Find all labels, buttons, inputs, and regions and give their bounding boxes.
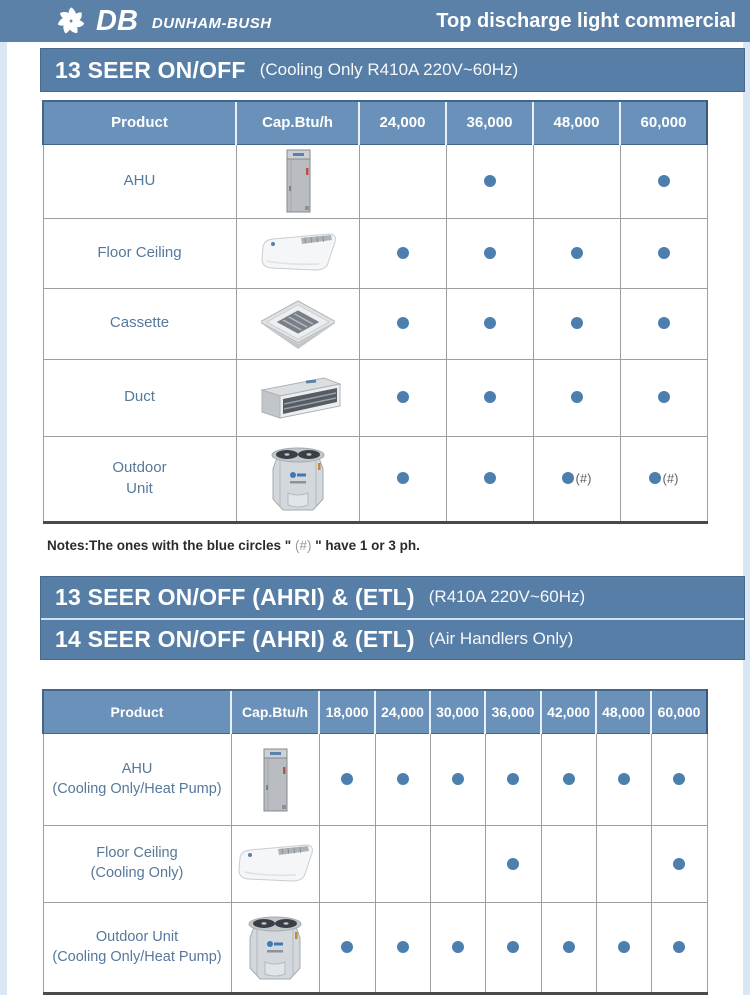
availability-cell — [541, 734, 596, 826]
table-row — [43, 288, 707, 359]
outdoor-unit-image — [243, 912, 307, 984]
availability-cell — [375, 734, 430, 826]
product-image-cell — [236, 288, 359, 359]
availability-dot-icon — [484, 247, 496, 259]
ahu-unit-image — [256, 747, 294, 813]
column-header: 48,000 — [596, 690, 651, 734]
availability-dot-icon — [571, 317, 583, 329]
table-row — [43, 144, 707, 218]
product-image-cell — [231, 734, 319, 826]
availability-dot-icon — [673, 773, 685, 785]
availability-cell — [620, 359, 707, 436]
product-image-cell — [236, 144, 359, 218]
banner-title: 13 SEER ON/OFF (AHRI) & (ETL) — [55, 583, 415, 610]
availability-cell — [485, 734, 541, 826]
availability-dot-icon — [658, 175, 670, 187]
product-name-line: (Cooling Only/Heat Pump) — [52, 948, 222, 965]
product-name-line: (Cooling Only/Heat Pump) — [52, 780, 222, 797]
product-name-line: Cassette — [109, 314, 170, 332]
column-header: 24,000 — [375, 690, 430, 734]
column-header: Product — [43, 101, 236, 144]
product-image-cell — [231, 826, 319, 903]
availability-dot-icon — [484, 391, 496, 403]
product-name-cell — [43, 903, 231, 994]
availability-cell — [620, 288, 707, 359]
availability-dot-icon — [397, 472, 409, 484]
page-edge-left — [0, 0, 7, 995]
availability-cell — [541, 903, 596, 994]
product-name-line: AHU — [123, 171, 156, 189]
product-name-cell — [43, 359, 236, 436]
availability-cell — [430, 826, 485, 903]
product-name-line: Floor Ceiling — [97, 243, 182, 261]
notes-hash-symbol: (#) — [294, 537, 312, 553]
page-edge-right — [743, 0, 750, 995]
product-image-cell — [236, 436, 359, 522]
column-header: 42,000 — [541, 690, 596, 734]
brand-logo — [54, 4, 272, 38]
availability-cell — [359, 218, 446, 288]
product-image-cell — [236, 218, 359, 288]
product-name-line: Unit — [126, 479, 153, 497]
availability-cell — [359, 288, 446, 359]
table-row — [43, 359, 707, 436]
column-header: Product — [43, 690, 231, 734]
column-header: 48,000 — [533, 101, 620, 144]
table-notes — [47, 538, 750, 553]
availability-cell — [375, 903, 430, 994]
availability-dot-icon — [507, 941, 519, 953]
availability-dot-icon — [341, 773, 353, 785]
column-header: Cap.Btu/h — [231, 690, 319, 734]
availability-dot-icon — [673, 858, 685, 870]
availability-cell — [533, 436, 620, 522]
table-row — [43, 734, 707, 826]
table-header-row — [43, 690, 707, 734]
availability-cell — [430, 734, 485, 826]
availability-cell — [533, 218, 620, 288]
product-name-line: Duct — [124, 388, 155, 406]
availability-dot-icon — [618, 941, 630, 953]
availability-dot-icon — [673, 941, 685, 953]
table-row — [43, 218, 707, 288]
column-header: 60,000 — [651, 690, 707, 734]
availability-dot-icon — [397, 941, 409, 953]
column-header: 18,000 — [319, 690, 375, 734]
availability-dot-icon — [507, 858, 519, 870]
availability-cell — [651, 734, 707, 826]
availability-table-13seer — [42, 100, 708, 524]
column-header: Cap.Btu/h — [236, 101, 359, 144]
availability-cell — [319, 903, 375, 994]
availability-cell — [375, 826, 430, 903]
notes-prefix: Notes:The ones with the blue circles " — [47, 537, 295, 553]
product-name-line: Outdoor Unit — [95, 928, 179, 945]
availability-cell — [533, 288, 620, 359]
banner-row-14seer-ahri — [41, 618, 744, 659]
availability-dot-icon — [484, 472, 496, 484]
availability-dot-icon — [563, 941, 575, 953]
banner-subtitle: (R410A 220V~60Hz) — [428, 587, 586, 606]
phase-option-label: (#) — [575, 470, 592, 486]
availability-dot-icon — [571, 247, 583, 259]
product-name-cell — [43, 826, 231, 903]
availability-cell — [359, 436, 446, 522]
table-row — [43, 436, 707, 522]
availability-table-ahri-etl — [42, 689, 708, 995]
availability-dot-icon — [658, 317, 670, 329]
product-name-cell — [43, 144, 236, 218]
product-name-line: (Cooling Only) — [90, 865, 184, 881]
availability-dot-icon — [658, 247, 670, 259]
swirl-logo-icon — [54, 4, 88, 38]
availability-dot-icon — [562, 472, 574, 484]
availability-cell — [541, 826, 596, 903]
product-image-cell — [231, 903, 319, 994]
page-title: Top discharge light commercial — [436, 9, 736, 32]
availability-cell — [446, 288, 533, 359]
banner-title: 13 SEER ON/OFF — [55, 56, 246, 83]
floor-ceiling-unit-image — [257, 231, 339, 275]
floor-ceiling-unit-image — [234, 842, 316, 886]
ahu-unit-image — [279, 148, 317, 214]
availability-cell — [485, 826, 541, 903]
duct-unit-image — [254, 372, 342, 424]
availability-cell — [596, 734, 651, 826]
banner-subtitle: (Cooling Only R410A 220V~60Hz) — [259, 60, 519, 79]
banner-title: 14 SEER ON/OFF (AHRI) & (ETL) — [55, 625, 415, 652]
availability-cell — [596, 826, 651, 903]
phase-option-label: (#) — [662, 470, 679, 486]
availability-cell — [651, 826, 707, 903]
availability-cell — [620, 218, 707, 288]
availability-dot-icon — [452, 773, 464, 785]
availability-cell — [620, 436, 707, 522]
product-name-cell — [43, 436, 236, 522]
column-header: 60,000 — [620, 101, 707, 144]
availability-dot-icon — [507, 773, 519, 785]
series-banner-13seer — [40, 48, 745, 92]
column-header: 36,000 — [485, 690, 541, 734]
outdoor-unit-image — [266, 443, 330, 515]
availability-dot-icon — [658, 391, 670, 403]
banner-subtitle: (Air Handlers Only) — [428, 629, 574, 648]
availability-dot-icon — [452, 941, 464, 953]
availability-cell — [533, 144, 620, 218]
availability-cell — [446, 218, 533, 288]
availability-cell — [446, 144, 533, 218]
product-name-line: AHU — [121, 760, 153, 777]
availability-dot-icon — [484, 317, 496, 329]
availability-dot-icon — [397, 391, 409, 403]
availability-cell — [359, 144, 446, 218]
product-name-cell — [43, 734, 231, 826]
availability-dot-icon — [397, 317, 409, 329]
table-row — [43, 826, 707, 903]
availability-dot-icon — [397, 247, 409, 259]
availability-cell — [596, 903, 651, 994]
column-header: 24,000 — [359, 101, 446, 144]
availability-cell — [485, 903, 541, 994]
product-name-cell — [43, 288, 236, 359]
column-header: 30,000 — [430, 690, 485, 734]
availability-dot-icon — [341, 941, 353, 953]
availability-cell — [446, 359, 533, 436]
availability-cell — [446, 436, 533, 522]
availability-dot-icon — [618, 773, 630, 785]
product-name-line: Outdoor — [112, 459, 167, 477]
banner-row-13seer-ahri — [41, 577, 744, 618]
top-brand-bar — [0, 0, 750, 42]
availability-cell — [620, 144, 707, 218]
brand-short-label: DB — [96, 4, 138, 37]
availability-cell — [651, 903, 707, 994]
product-name-cell — [43, 218, 236, 288]
product-image-cell — [236, 359, 359, 436]
availability-dot-icon — [397, 773, 409, 785]
availability-cell — [533, 359, 620, 436]
availability-cell — [319, 826, 375, 903]
table-row — [43, 903, 707, 994]
column-header: 36,000 — [446, 101, 533, 144]
availability-dot-icon — [484, 175, 496, 187]
availability-dot-icon — [563, 773, 575, 785]
availability-dot-icon — [649, 472, 661, 484]
product-name-line: Floor Ceiling — [96, 845, 178, 862]
availability-cell — [319, 734, 375, 826]
table-header-row — [43, 101, 707, 144]
notes-suffix: " have 1 or 3 ph. — [311, 537, 420, 553]
availability-cell — [430, 903, 485, 994]
cassette-unit-image — [261, 296, 335, 352]
series-banner-ahri-etl — [40, 576, 745, 660]
brand-name-label: DUNHAM-BUSH — [151, 14, 272, 32]
availability-cell — [359, 359, 446, 436]
availability-dot-icon — [571, 391, 583, 403]
